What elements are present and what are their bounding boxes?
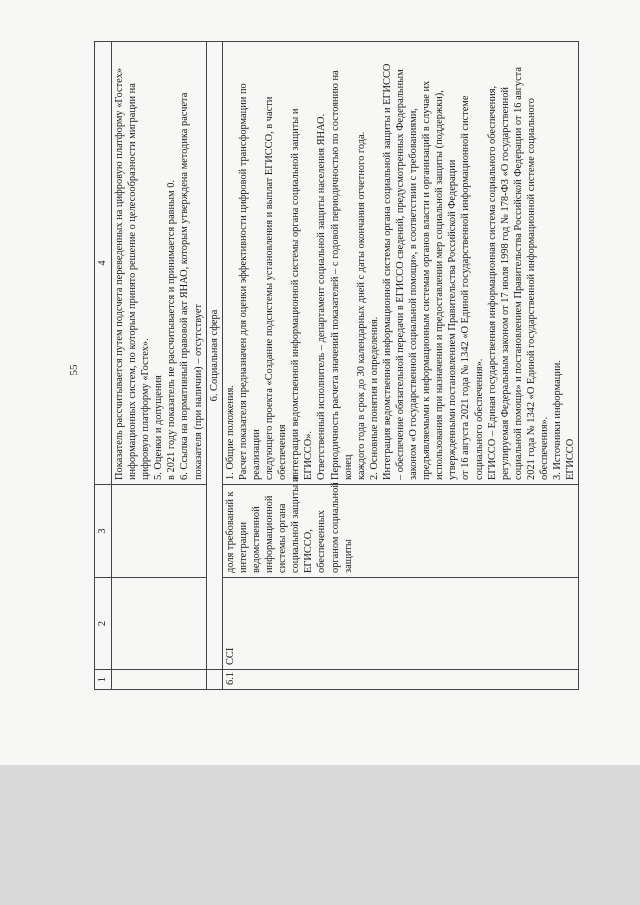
text-line: Периодичность расчета значений показателей – с годовой периодичностью по состоянию на [329,70,341,480]
text-line: социальной защиты и [290,476,302,573]
text-line: Интеграция ведомственной информационной системы органа социальной защиты и ЕГИССО [381,63,393,480]
text-line: каждого года в срок до 30 календарных дней с даты окончания отчетного года. [355,131,367,480]
text-line: информационных систем, по которым принято решение о целесообразности миграции на [127,83,139,480]
text-line: в 2021 году показатель не рассчитывается и принимается равным 0. [166,180,178,480]
prev-cell-4 [112,42,207,485]
table-row-previous [112,42,207,690]
prev-cell-1 [112,670,207,690]
text-line: обеспеченных [316,510,328,573]
indicator-code-cell: ССI [222,578,579,670]
text-line: социального обеспечения». [473,358,485,480]
text-line: доля требований к [224,491,236,573]
text-line: от 16 августа 2021 года № 1342 «О Единой государственной информационной системе [460,95,472,480]
text-line: следующего проекта «Создание подсистемы установления и выплат ЕГИССО, в части [264,96,276,480]
text-line: Расчет показателя предназначен для оценки эффективности цифровой трансформации по [237,83,249,480]
text-line: социальной помощи» и постановлением Правительства Российской Федерации от 16 августа [512,67,524,480]
text-line: системы органа [277,503,289,573]
text-line: цифровую платформу «Гостех». [140,338,152,480]
text-line: органом социальной [329,482,341,573]
text-line: 6. Ссылка на нормативный правовой акт ЯНАО, которым утверждена методика расчета [179,92,191,480]
text-line: 2. Основные понятия и определения. [368,316,380,480]
header-cell-2: 2 [95,578,112,670]
text-line: 3. Источники информации. [552,360,564,480]
methodology-cell [222,42,579,485]
table-header-row [95,42,112,690]
header-cell-3: 3 [95,485,112,578]
text-line: реализации [250,429,262,480]
text-line: ЕГИССО, [303,529,315,573]
text-line: Показатель рассчитывается путем подсчета переведенных на цифровую платформу «Гостех» [114,68,125,480]
text-line: 1. Общие положения. [224,385,236,480]
indicator-table [94,41,579,690]
prev-cell-3 [112,485,207,578]
page-number [68,20,80,720]
indicator-name-cell [222,476,579,578]
text-line: показателя (при наличии) – отсутствует [192,304,204,480]
text-line: законом «О государственной социальной помощи», в соответствии с требованиями, [408,108,420,480]
row-number-cell: 6.1 [222,670,579,690]
text-line: ведомственной [250,506,262,573]
text-line: обеспечения [277,424,289,480]
header-cell-4: 4 [95,42,112,485]
page-number-text: 55 [68,364,80,376]
text-line: Ответственный исполнитель – департамент социальной защиты населения ЯНАО. [316,113,328,480]
section-row [206,42,222,690]
rotated-content [68,20,592,720]
text-line: конец [342,454,354,480]
text-line: 2021 года № 1342 «О Единой государственной информационной системе социального [525,98,537,480]
text-line: – обеспечение обязательной передачи в ЕГИССО сведений, предусмотренных Федеральным [394,69,406,480]
table-row-6-1 [222,42,579,690]
text-line: интеграции [237,521,249,573]
text-line: ЕГИССО». [303,430,315,480]
text-line: регулируемая Федеральным законом от 17 июля 1998 год № 178-ФЗ «О государственной [499,87,511,480]
text-line: предъявляемыми к информационным системам органов власти и организаций в случае их [421,80,433,480]
text-line: ЕГИССО – Единая государственная информационная система социального обеспечения, [486,85,498,480]
text-line: интеграции ведомственной информационной системы органа социальной защиты и [290,108,302,480]
prev-cell-2 [112,578,207,670]
text-line: использования при назначении и предоставлении мер социальной защиты (поддержки), [434,90,446,480]
section-empty-cell-1 [206,670,222,690]
text-line: ЕГИССО [565,438,577,480]
header-cell-1: 1 [95,670,112,690]
text-line: информационной [264,495,276,573]
text-line: защиты [342,539,354,573]
section-title: 6. Социальная сфера [206,42,222,670]
text-line: 5. Оценки и допущения [153,375,165,480]
text-line: утвержденными постановлением Правительства Российской Федерации [447,159,459,480]
text-line: обеспечения». [539,416,550,480]
